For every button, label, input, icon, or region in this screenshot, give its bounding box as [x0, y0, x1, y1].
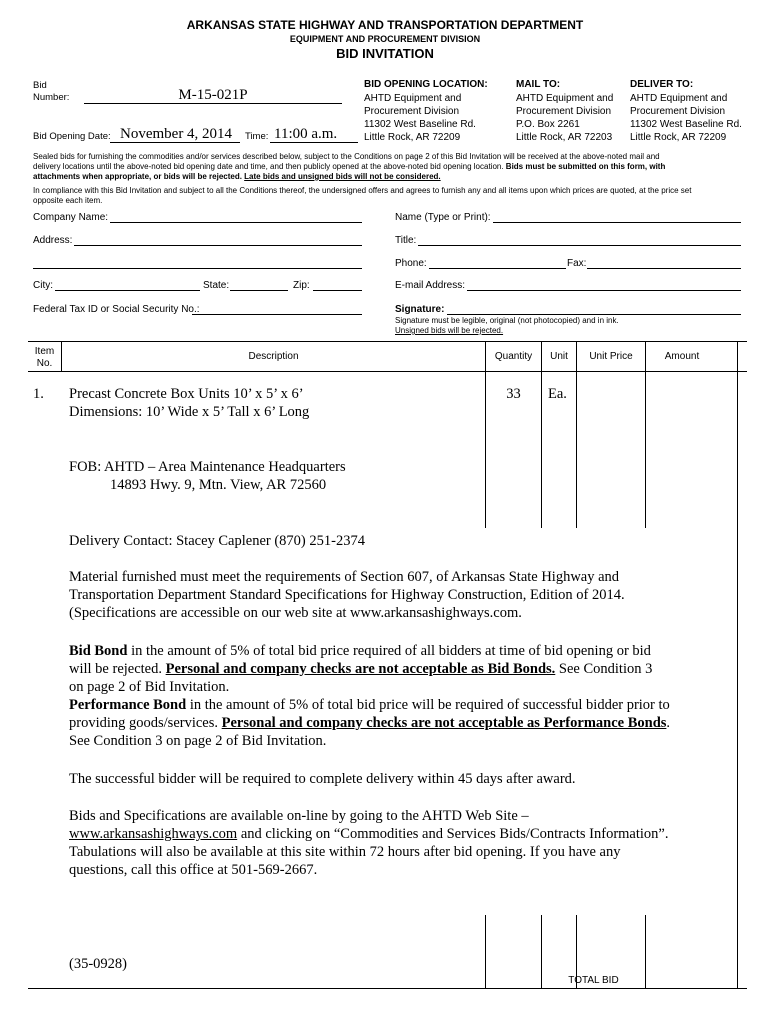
state-label: State: [203, 280, 230, 291]
table-top-rule [28, 341, 747, 342]
city-label: City: [33, 280, 53, 291]
signature-label: Signature: [395, 304, 445, 315]
phone-label: Phone: [395, 258, 427, 269]
online-info: Bids and Specifications are available on-line by going to the AHTD Web Site – www.arkansashighways.com and clicking on “Commodities and Services Bids/Contracts Information”. Tabulations will also be available at this site within 72 hours after bid opening. If you have any questions, call this office at 501-569-2667. [69, 808, 669, 878]
mail-to-address: AHTD Equipment and Procurement Division P.O. Box 2261 Little Rock, AR 72203 [516, 93, 614, 143]
unsigned-bids-note: Unsigned bids will be rejected. [395, 326, 504, 335]
date-underline [110, 142, 240, 143]
tax-id-field[interactable] [192, 314, 362, 315]
time-value[interactable]: 11:00 a.m. [274, 126, 338, 142]
bid-opening-date-value[interactable]: November 4, 2014 [120, 126, 233, 142]
header-quantity: Quantity [494, 351, 533, 362]
time-underline [270, 142, 358, 143]
deliver-to-heading: DELIVER TO: [630, 79, 694, 90]
bid-number-underline [84, 103, 342, 104]
page-title: BID INVITATION [336, 46, 434, 61]
bid-number-value[interactable]: M-15-021P [178, 87, 248, 103]
city-field[interactable] [55, 290, 200, 291]
compliance-notice: In compliance with this Bid Invitation and subject to all the Conditions thereof, the undersigned offers and agrees to furnish any and all items upon which prices are quoted, at the price set opposite each item. [33, 186, 692, 205]
fob-line-1: FOB: AHTD – Area Maintenance Headquarters [69, 459, 346, 475]
col-sep-unit-price-total [645, 915, 646, 988]
col-sep-unit-body [576, 371, 577, 528]
header-unit-price: Unit Price [589, 351, 633, 362]
title-field[interactable] [418, 245, 741, 246]
row-description: Precast Concrete Box Units 10’ x 5’ x 6’ Dimensions: 10’ Wide x 5’ Tall x 6’ Long [69, 386, 310, 420]
col-sep-amount [737, 342, 738, 371]
name-label: Name (Type or Print): [395, 212, 491, 223]
material-requirements: Material furnished must meet the requirements of Section 607, of Arkansas State Highway and Transportation Department Standard Specifications for Highway Construction, Edition of 2014. (Specifications are accessible on our web site at www.arkansashighways.com. [69, 569, 625, 621]
division-name: EQUIPMENT AND PROCUREMENT DIVISION [289, 34, 481, 44]
company-name-field[interactable] [110, 222, 362, 223]
state-field[interactable] [230, 290, 288, 291]
time-label: Time: [245, 131, 269, 142]
zip-label: Zip: [293, 280, 310, 291]
bid-opening-location-address: AHTD Equipment and Procurement Division 11302 West Baseline Rd. Little Rock, AR 72209 [364, 93, 476, 143]
bid-number-label-1: Bid [33, 80, 47, 91]
bid-bond-paragraph: Bid Bond in the amount of 5% of total bid price required of all bidders at time of bid opening or bid will be rejected. Personal and company checks are not acceptable as Bid Bonds. See Condition 3 on page 2 of Bid Invitation. Performance Bond in the amount of 5% of total bid price will be required of successful bidder prior to providing goods/services. Personal and company checks are not acceptable as Performance Bonds. See Condition 3 on page 2 of Bid Invitation. [69, 643, 671, 749]
website-link[interactable]: www.arkansashighways.com [69, 826, 238, 842]
col-sep-quantity-body [541, 371, 542, 528]
col-sep-amount-body [737, 371, 738, 988]
header-unit: Unit [550, 351, 568, 362]
table-bottom-rule [28, 988, 747, 989]
phone-field[interactable] [429, 268, 566, 269]
row-unit: Ea. [548, 386, 567, 402]
bid-number-label-2: Number: [33, 92, 70, 103]
row-quantity: 33 [506, 386, 521, 402]
name-field[interactable] [493, 222, 741, 223]
signature-note: Signature must be legible, original (not photocopied) and in ink. [395, 316, 619, 325]
signature-field[interactable] [447, 314, 741, 315]
table-header-rule [28, 371, 747, 372]
bid-opening-date-label: Bid Opening Date: [33, 131, 111, 142]
delivery-contact: Delivery Contact: Stacey Caplener (870) 251-2374 [69, 533, 365, 549]
email-label: E-mail Address: [395, 280, 466, 291]
address-field-2[interactable] [33, 268, 362, 269]
form-number: (35-0928) [69, 956, 127, 972]
header-amount: Amount [664, 351, 700, 362]
total-bid-label: TOTAL BID [568, 975, 619, 986]
sealed-bids-notice: Sealed bids for furnishing the commodities and/or services described below, subject to the Conditions on page 2 of this Bid Invitation will be received at the above-noted mail and delivery locations until the above-noted bid opening date and time, and then publicly opened at the above-noted bid opening location. Bids must be submitted on this form, with attachments when appropriate, or bids will be rejected. Late bids and unsigned bids will not be considered. [33, 152, 666, 181]
fax-field[interactable] [587, 268, 741, 269]
col-sep-unit-price-body [645, 371, 646, 528]
fob-line-2: 14893 Hwy. 9, Mtn. View, AR 72560 [110, 477, 327, 493]
title-label: Title: [395, 235, 417, 246]
address-field[interactable] [74, 245, 362, 246]
delivery-requirement: The successful bidder will be required to complete delivery within 45 days after award. [69, 771, 576, 787]
deliver-to-address: AHTD Equipment and Procurement Division 11302 West Baseline Rd. Little Rock, AR 72209 [630, 93, 742, 143]
bid-opening-location-heading: BID OPENING LOCATION: [364, 79, 488, 90]
row-item-no: 1. [33, 386, 44, 402]
department-name: ARKANSAS STATE HIGHWAY AND TRANSPORTATION DEPARTMENT [186, 18, 584, 32]
email-field[interactable] [467, 290, 741, 291]
header-item-no: Item No. [34, 346, 55, 369]
col-sep-description-total [485, 915, 486, 988]
header-description: Description [248, 351, 299, 362]
address-label: Address: [33, 235, 73, 246]
tax-id-label: Federal Tax ID or Social Security No.: [33, 304, 200, 315]
mail-to-heading: MAIL TO: [516, 79, 561, 90]
zip-field[interactable] [313, 290, 362, 291]
company-name-label: Company Name: [33, 212, 109, 223]
fax-label: Fax: [567, 258, 587, 269]
